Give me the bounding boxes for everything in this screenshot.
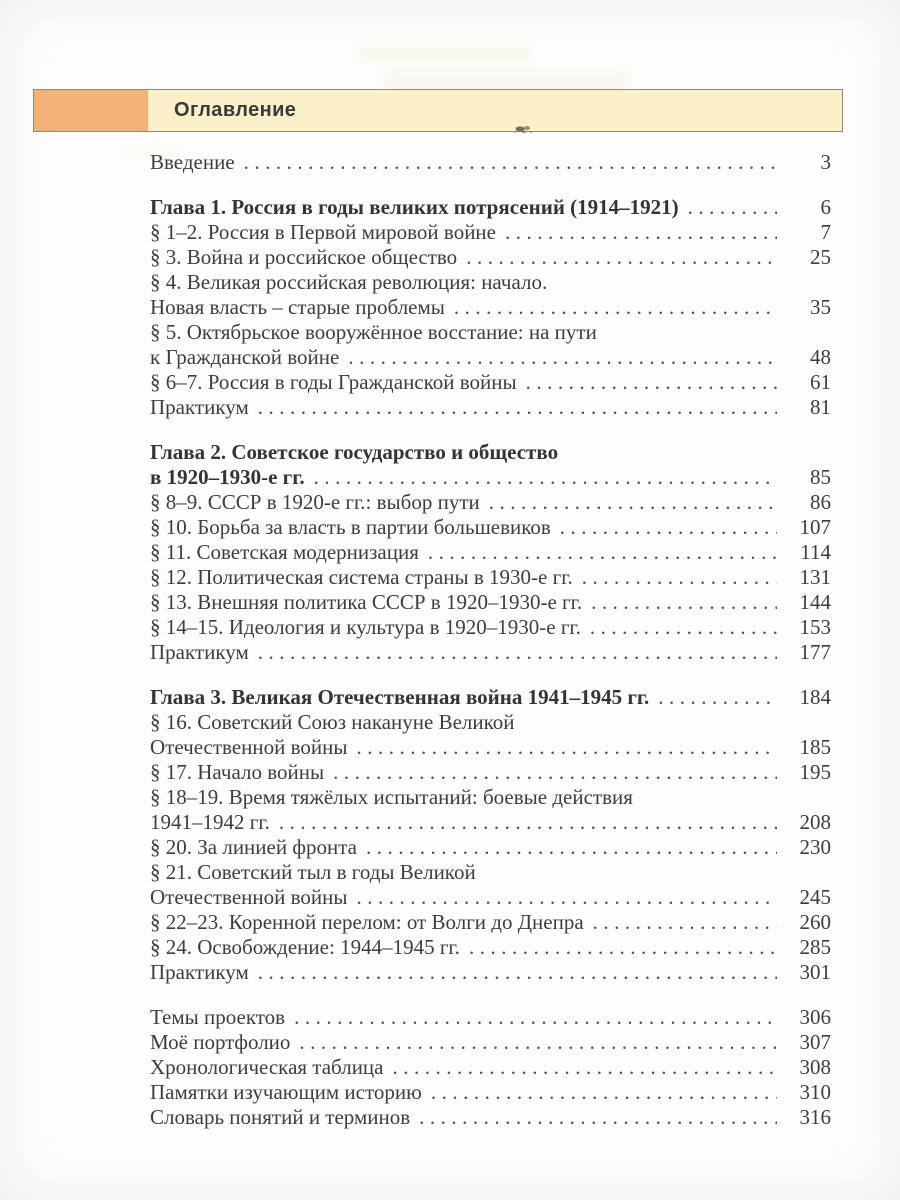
toc-entry-text: Введение [150, 150, 235, 174]
toc-entry-text: § 18–19. Время тяжёлых испытаний: боевые действия [150, 785, 633, 809]
toc-leader-dots [489, 490, 777, 515]
toc-entry [150, 220, 831, 245]
toc-section [150, 440, 831, 665]
page-title: Оглавление [174, 99, 297, 121]
toc-leader-dots [258, 960, 777, 985]
toc-entry [150, 785, 831, 810]
toc-entry [150, 1055, 831, 1080]
toc-entry [150, 910, 831, 935]
toc-entry-text: § 8–9. СССР в 1920-е гг.: выбор пути [150, 490, 480, 514]
toc-entry [150, 515, 831, 540]
toc-entry-text: § 22–23. Коренной перелом: от Волги до Днепра [150, 910, 584, 934]
toc-leader-dots [393, 1055, 778, 1080]
toc-leader-dots [560, 515, 777, 540]
toc-entry-text: Практикум [150, 640, 249, 664]
toc-leader-dots [466, 245, 777, 270]
toc-leader-dots [454, 295, 777, 320]
chapter-header-band [33, 89, 843, 132]
toc-entry [150, 1080, 831, 1105]
toc [150, 150, 831, 1130]
toc-entry [150, 640, 831, 665]
toc-leader-dots [294, 1005, 777, 1030]
toc-leader-dots [590, 615, 777, 640]
toc-entry-text: § 21. Советский тыл в годы Великой [150, 860, 476, 884]
toc-entry [150, 685, 831, 710]
toc-page-number: 3 [820, 150, 831, 174]
toc-leader-dots [526, 370, 777, 395]
toc-section [150, 195, 831, 420]
toc-entry-text: § 10. Борьба за власть в партии большевиков [150, 515, 551, 539]
toc-entry [150, 735, 831, 760]
toc-entry-text: Моё портфолио [150, 1030, 291, 1054]
toc-entry-text: Словарь понятий и терминов [150, 1105, 411, 1129]
toc-page-number: 107 [799, 515, 831, 539]
toc-entry [150, 295, 831, 320]
toc-leader-dots [299, 1030, 777, 1055]
toc-entry-text: Новая власть – старые проблемы [150, 295, 445, 319]
toc-entry-text: Отечественной войны [150, 735, 348, 759]
toc-entry [150, 935, 831, 960]
toc-page-number: 114 [800, 540, 831, 564]
toc-entry-text: § 11. Советская модернизация [150, 540, 419, 564]
toc-entry [150, 760, 831, 785]
toc-leader-dots [348, 345, 777, 370]
toc-page-number: 61 [810, 370, 831, 394]
toc-entry-text: § 6–7. Россия в годы Гражданской войны [150, 370, 517, 394]
toc-leader-dots [314, 465, 777, 490]
toc-page-number: 307 [799, 1030, 831, 1054]
toc-entry [150, 860, 831, 885]
toc-entry-text: к Гражданской войне [150, 345, 340, 369]
toc-leader-dots [469, 935, 777, 960]
toc-page-number: 310 [799, 1080, 831, 1104]
toc-page-number: 260 [799, 910, 831, 934]
header-accent-block [34, 90, 148, 131]
toc-entry-text: § 14–15. Идеология и культура в 1920–1930-е гг. [150, 615, 581, 639]
toc-entry [150, 810, 831, 835]
toc-page-number: 195 [799, 760, 831, 784]
toc-entry [150, 195, 831, 220]
toc-leader-dots [688, 195, 777, 220]
toc-entry-text: Хронологическая таблица [150, 1055, 384, 1079]
toc-entry-text: § 17. Начало войны [150, 760, 325, 784]
toc-page-number: 316 [799, 1105, 831, 1129]
toc-leader-dots [258, 395, 777, 420]
toc-entry [150, 440, 831, 465]
toc-entry-text: Отечественной войны [150, 885, 348, 909]
toc-leader-dots [333, 760, 777, 785]
toc-entry-text: Глава 3. Великая Отечественная война 1941–1945 гг. [150, 685, 650, 709]
toc-entry [150, 490, 831, 515]
toc-entry-text: Практикум [150, 395, 249, 419]
toc-entry-text: § 5. Октябрьское вооружённое восстание: на пути [150, 320, 597, 344]
toc-entry-text: § 12. Политическая система страны в 1930-е гг. [150, 565, 573, 589]
toc-page-number: 301 [799, 960, 831, 984]
toc-entry-text: § 4. Великая российская революция: начало. [150, 270, 548, 294]
toc-leader-dots [593, 910, 777, 935]
toc-entry [150, 565, 831, 590]
toc-entry [150, 710, 831, 735]
toc-page-number: 285 [799, 935, 831, 959]
toc-entry [150, 835, 831, 860]
toc-entry [150, 1005, 831, 1030]
toc-leader-dots [431, 1080, 777, 1105]
toc-page-number: 185 [799, 735, 831, 759]
toc-page-number: 6 [820, 195, 831, 219]
toc-leader-dots [658, 685, 777, 710]
toc-entry-text: § 13. Внешняя политика СССР в 1920–1930-е гг. [150, 590, 583, 614]
toc-leader-dots [356, 885, 777, 910]
toc-entry [150, 150, 831, 175]
toc-entry [150, 960, 831, 985]
toc-entry [150, 615, 831, 640]
toc-entry [150, 245, 831, 270]
toc-page-number: 81 [810, 395, 831, 419]
toc-entry-text: 1941–1942 гг. [150, 810, 270, 834]
toc-leader-dots [591, 590, 777, 615]
toc-entry-text: § 3. Война и российское общество [150, 245, 458, 269]
toc-entry [150, 270, 831, 295]
toc-entry-text: в 1920–1930-е гг. [150, 465, 305, 489]
toc-entry-text: § 1–2. Россия в Первой мировой войне [150, 220, 496, 244]
toc-section [150, 685, 831, 985]
toc-entry-text: § 24. Освобождение: 1944–1945 гг. [150, 935, 460, 959]
print-through-artifact [360, 48, 530, 61]
toc-leader-dots [366, 835, 777, 860]
toc-leader-dots [582, 565, 777, 590]
toc-entry [150, 590, 831, 615]
toc-page-number: 25 [810, 245, 831, 269]
toc-section [150, 1005, 831, 1130]
toc-entry-text: Глава 2. Советское государство и общество [150, 440, 559, 464]
toc-entry [150, 370, 831, 395]
toc-leader-dots [258, 640, 777, 665]
toc-entry [150, 395, 831, 420]
toc-leader-dots [419, 1105, 777, 1130]
toc-section [150, 150, 831, 175]
toc-leader-dots [505, 220, 777, 245]
toc-page-number: 230 [799, 835, 831, 859]
toc-page-number: 245 [799, 885, 831, 909]
toc-page-number: 177 [799, 640, 831, 664]
toc-leader-dots [356, 735, 777, 760]
toc-entry-text: Памятки изучающим историю [150, 1080, 422, 1104]
toc-page-number: 86 [810, 490, 831, 514]
toc-page-number: 153 [799, 615, 831, 639]
toc-entry [150, 465, 831, 490]
toc-entry-text: Темы проектов [150, 1005, 286, 1029]
toc-entry [150, 345, 831, 370]
toc-entry [150, 320, 831, 345]
toc-page-number: 35 [810, 295, 831, 319]
toc-entry-text: Глава 1. Россия в годы великих потрясений (1914–1921) [150, 195, 679, 219]
toc-entry-text: § 16. Советский Союз накануне Великой [150, 710, 515, 734]
toc-entry [150, 885, 831, 910]
toc-page-number: 184 [799, 685, 831, 709]
toc-page-number: 308 [799, 1055, 831, 1079]
toc-page-number: 85 [810, 465, 831, 489]
toc-leader-dots [428, 540, 777, 565]
toc-entry-text: § 20. За линией фронта [150, 835, 357, 859]
toc-entry [150, 540, 831, 565]
toc-page-number: 7 [820, 220, 831, 244]
toc-leader-dots [279, 810, 777, 835]
toc-page-number: 208 [799, 810, 831, 834]
toc-page-number: 48 [810, 345, 831, 369]
toc-entry [150, 1030, 831, 1055]
toc-page-number: 306 [799, 1005, 831, 1029]
toc-page-number: 131 [799, 565, 831, 589]
toc-entry-text: Практикум [150, 960, 249, 984]
toc-entry [150, 1105, 831, 1130]
toc-leader-dots [244, 150, 777, 175]
toc-page-number: 144 [799, 590, 831, 614]
